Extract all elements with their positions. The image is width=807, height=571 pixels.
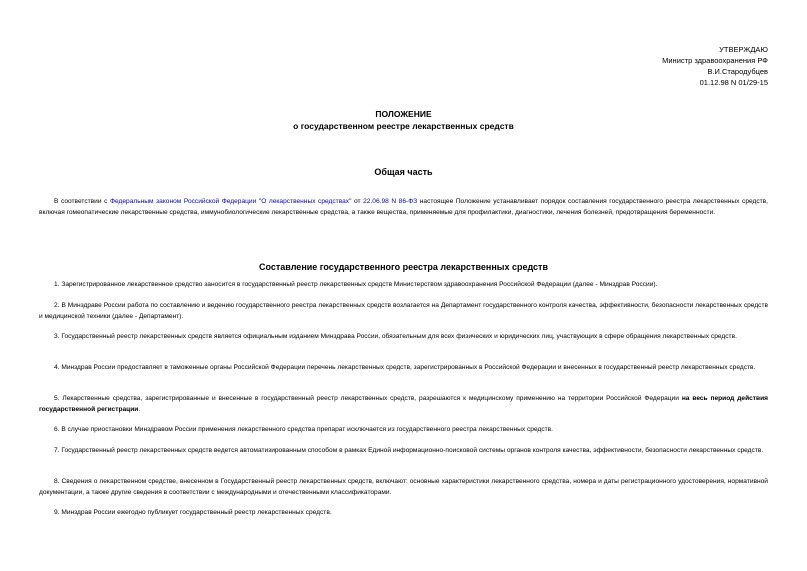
approver-name: В.И.Стародубцев [707, 67, 768, 76]
intro-text-4: настоящее Положение устанавливает порядок составления государственного реестра лекарственных средств, включая гомеопатические лекарственные средства, иммунобиологические лекарственные средства, а также вещества, применяемые для профилактики, диагностики, лечения болезней, предотвращения беременности. [39, 198, 769, 217]
intro-text-2: " [256, 198, 262, 205]
item-5-bold-text: на весь период действия государственной регистрации [39, 395, 768, 414]
approver-position: Министр здравоохранения РФ [662, 56, 768, 65]
item-2: 2. В Минздраве России работа по составлению и ведению государственного реестра лекарственных средств возлагается на Департамент государственного контроля качества, эффективности, безопасности лекарственных средств и медицинской техники (далее - Департамент). [39, 302, 768, 321]
approval-date-number: 01.12.98 N 01/29-15 [699, 78, 768, 87]
item-6: 6. В случае приостановки Минздравом России применения лекарственного средства препарат исключается из государственного реестра лекарственных средств. [54, 426, 553, 433]
section-title-register: Составление государственного реестра лекарственных средств [259, 262, 548, 272]
approval-block [662, 44, 768, 88]
item-7: 7. Государственный реестр лекарственных средств ведется автоматизированным способом в рамках Единой информационно-поисковой системы органов контроля качества, эффективности, безопасности лекарственных средств. [54, 447, 764, 454]
item-4: 4. Минздрав России предоставляет в таможенные органы Российской Федерации перечень лекарственных средств, зарегистрированных в Российской Федерации и внесенных в государственный реестр лекарственных средств. [54, 364, 756, 371]
item-3: 3. Государственный реестр лекарственных средств является официальным изданием Минздрава России, обязательным для всех физических и юридических лиц, участвующих в сфере обращения лекарственных средств. [54, 333, 737, 340]
approval-heading: УТВЕРЖДАЮ [719, 45, 768, 54]
item-9: 9. Минздрав России ежегодно публикует государственный реестр лекарственных средств. [54, 509, 332, 516]
intro-paragraph [39, 196, 768, 219]
document-title-line2: о государственном реестре лекарственных средств [293, 121, 514, 131]
law-title-link[interactable]: О лекарственных средствах [261, 198, 350, 205]
law-number-link[interactable]: 22.06.98 N 86-ФЗ [363, 198, 418, 205]
document-title [0, 108, 807, 132]
intro-text-3: " от [349, 198, 364, 205]
item-5-end: . [138, 406, 141, 414]
item-5-text: 5. Лекарственные средства, зарегистрированные и внесенные в государственный реестр лекарственных средств, разрешаются к медицинскому применению на территории Российской Федерации [54, 395, 682, 402]
intro-text-1: В соответствии с [54, 198, 110, 205]
section-title-general: Общая часть [374, 167, 433, 177]
item-8: 8. Сведения о лекарственном средстве, внесенном в Государственный реестр лекарственных средств, включают: основные характеристики лекарственного средства, номера и даты регистрационного удостоверения, нормативной документации, а также другие сведения в соответствии с международными и отечественными классификаторами. [39, 478, 768, 497]
document-title-line1: ПОЛОЖЕНИЕ [375, 109, 432, 119]
federal-law-link[interactable]: Федеральным законом Российской Федерации [109, 198, 257, 205]
item-1: 1. Зарегистрированное лекарственное средство заносится в государственный реестр лекарственных средств Министерством здравоохранения Российской Федерации (далее - Минздрав России). [54, 281, 658, 288]
item-5 [39, 393, 768, 416]
